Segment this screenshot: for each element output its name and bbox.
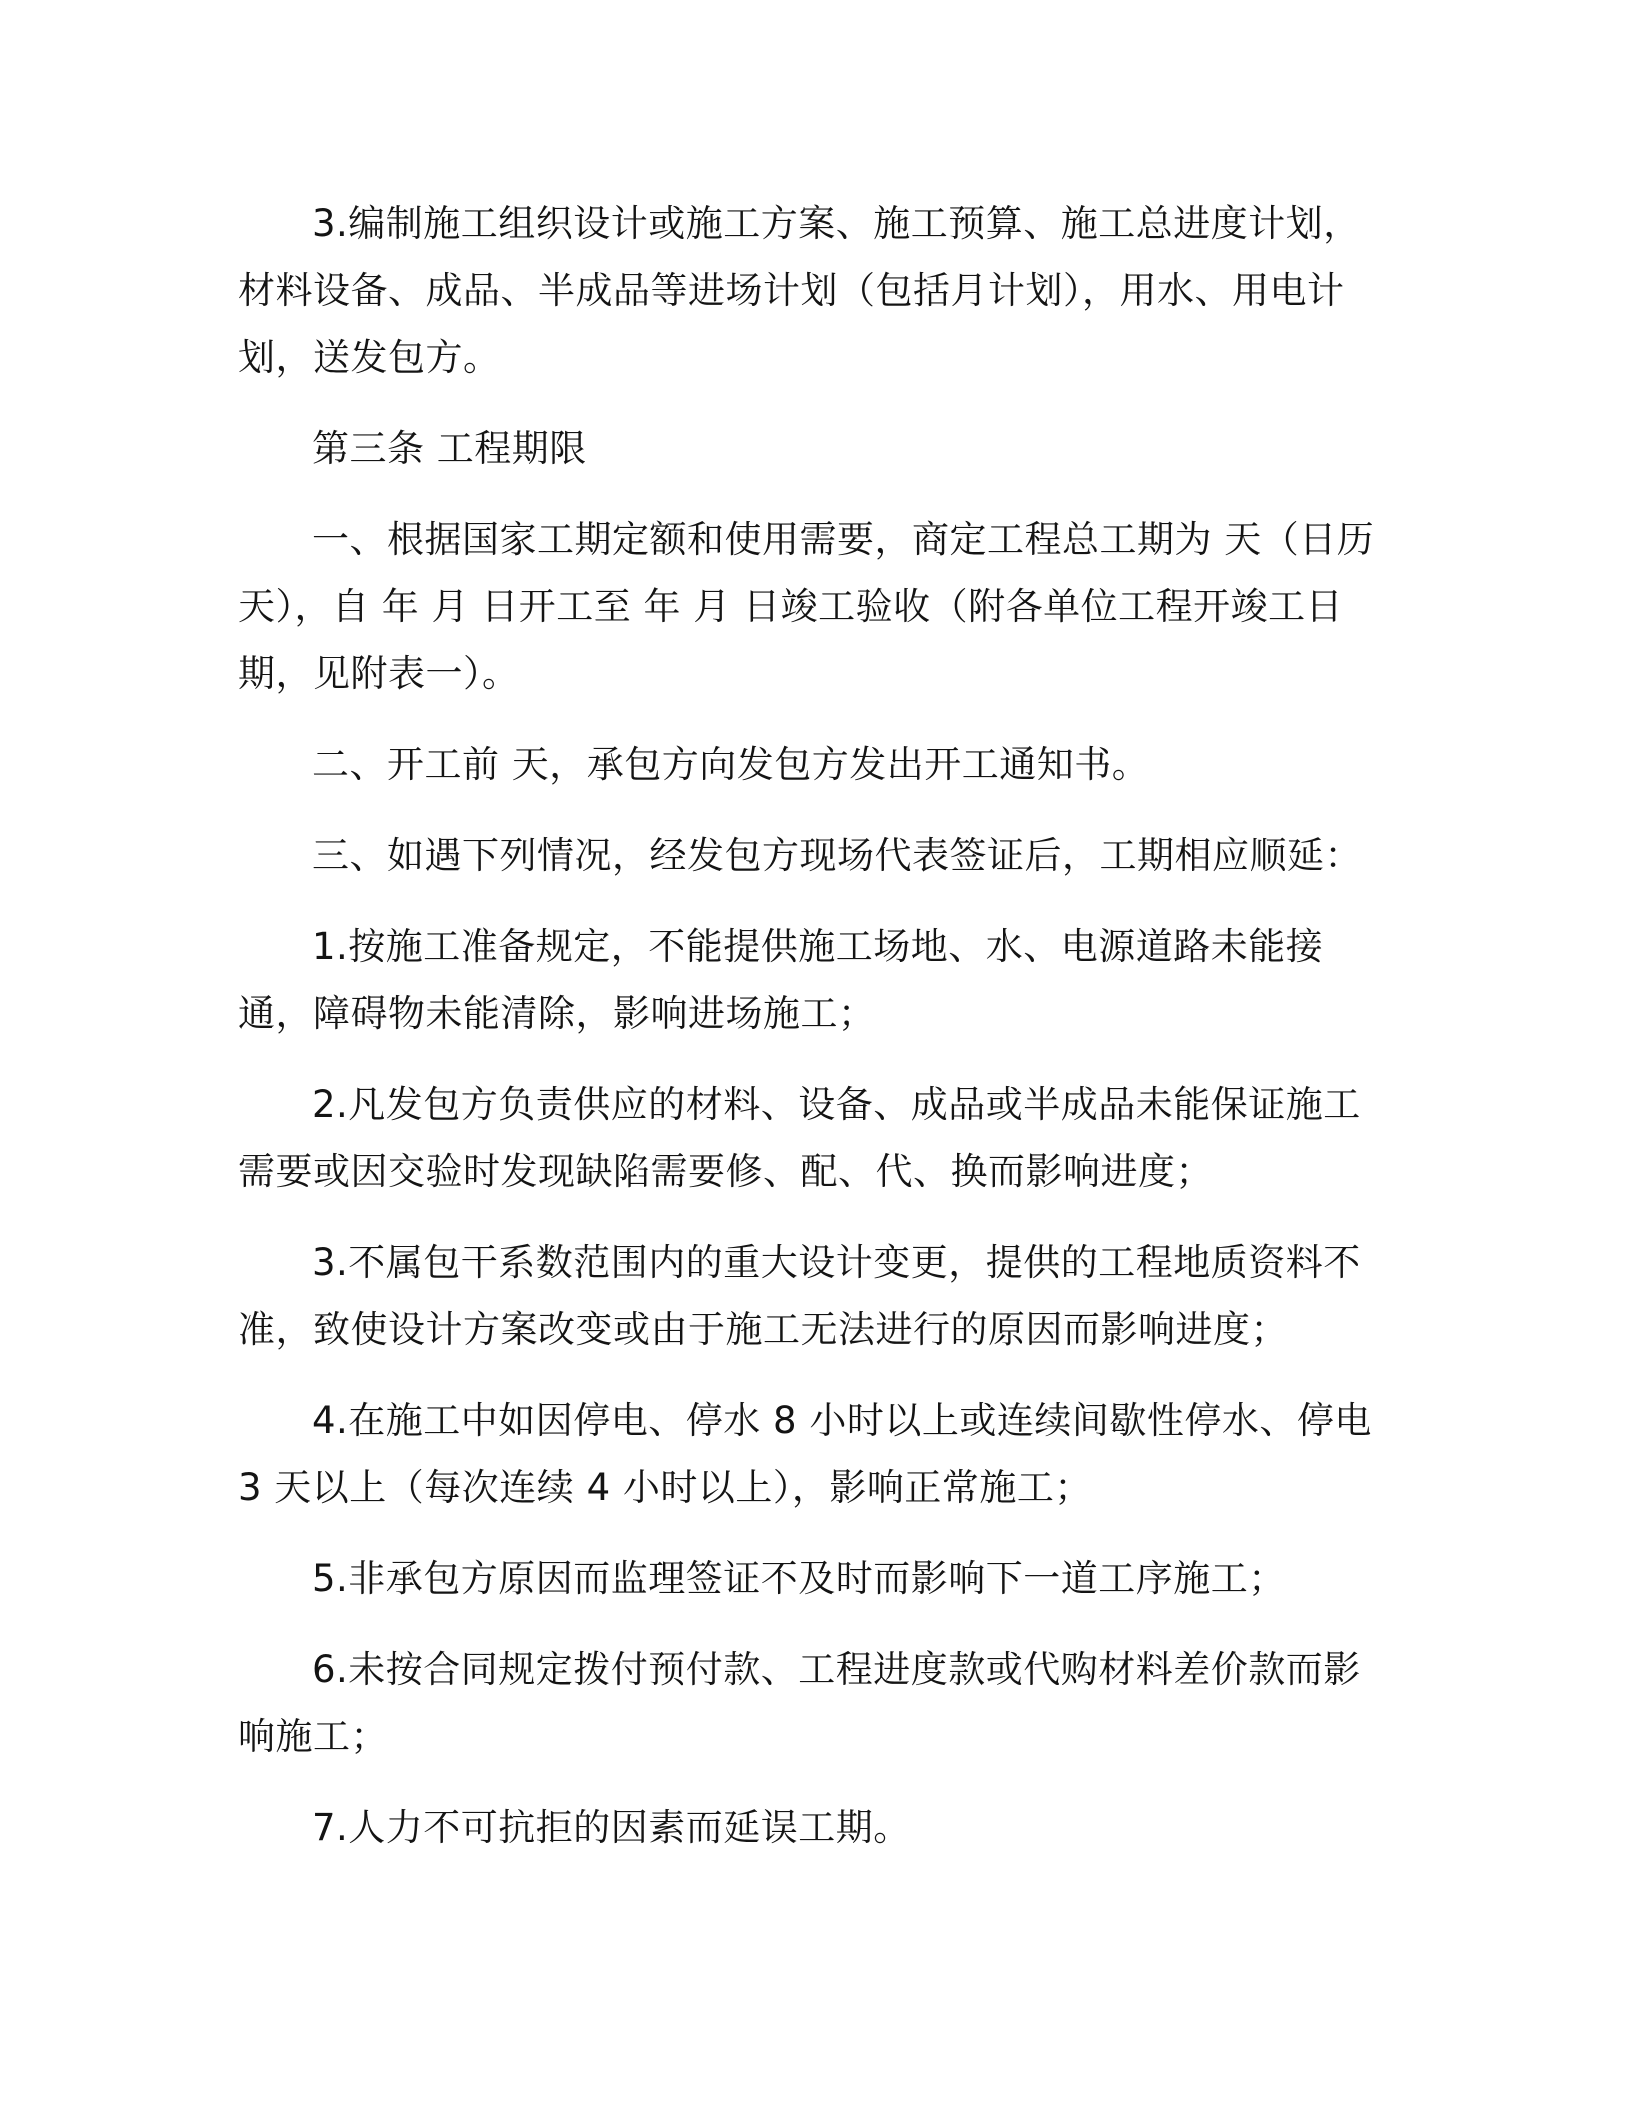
paragraph-clause-1-total-period: 一、根据国家工期定额和使用需要，商定工程总工期为 天（日历天），自 年 月 日开工至 年 月 日竣工验收（附各单位工程开竣工日期，见附表一）。 bbox=[238, 518, 1375, 695]
article-heading-3: 第三条 工程期限 bbox=[312, 427, 587, 470]
list-item-7: 7.人力不可抗拒的因素而延误工期。 bbox=[312, 1806, 911, 1849]
list-item-6: 6.未按合同规定拨付预付款、工程进度款或代购材料差价款而影响施工； bbox=[238, 1648, 1361, 1758]
list-item-3: 3.不属包干系数范围内的重大设计变更，提供的工程地质资料不准，致使设计方案改变或由于施工无法进行的原因而影响进度； bbox=[238, 1241, 1361, 1351]
list-item-5: 5.非承包方原因而监理签证不及时而影响下一道工序施工； bbox=[312, 1557, 1286, 1600]
list-item-2: 2.凡发包方负责供应的材料、设备、成品或半成品未能保证施工需要或因交验时发现缺陷需要修、配、代、换而影响进度； bbox=[238, 1083, 1361, 1193]
paragraph-clause-2-start-notice: 二、开工前 天，承包方向发包方发出开工通知书。 bbox=[312, 743, 1150, 786]
list-item-1: 1.按施工准备规定，不能提供施工场地、水、电源道路未能接通，障碍物未能清除，影响进场施工； bbox=[238, 925, 1324, 1035]
document-body bbox=[238, 190, 1392, 1885]
list-item-4: 4.在施工中如因停电、停水 8 小时以上或连续间歇性停水、停电 3 天以上（每次连续 4 小时以上），影响正常施工； bbox=[238, 1399, 1372, 1509]
paragraph-item-3-prep-plans: 3.编制施工组织设计或施工方案、施工预算、施工总进度计划，材料设备、成品、半成品等进场计划（包括月计划），用水、用电计划，送发包方。 bbox=[238, 202, 1361, 379]
paragraph-clause-3-extension: 三、如遇下列情况，经发包方现场代表签证后，工期相应顺延： bbox=[312, 834, 1362, 877]
